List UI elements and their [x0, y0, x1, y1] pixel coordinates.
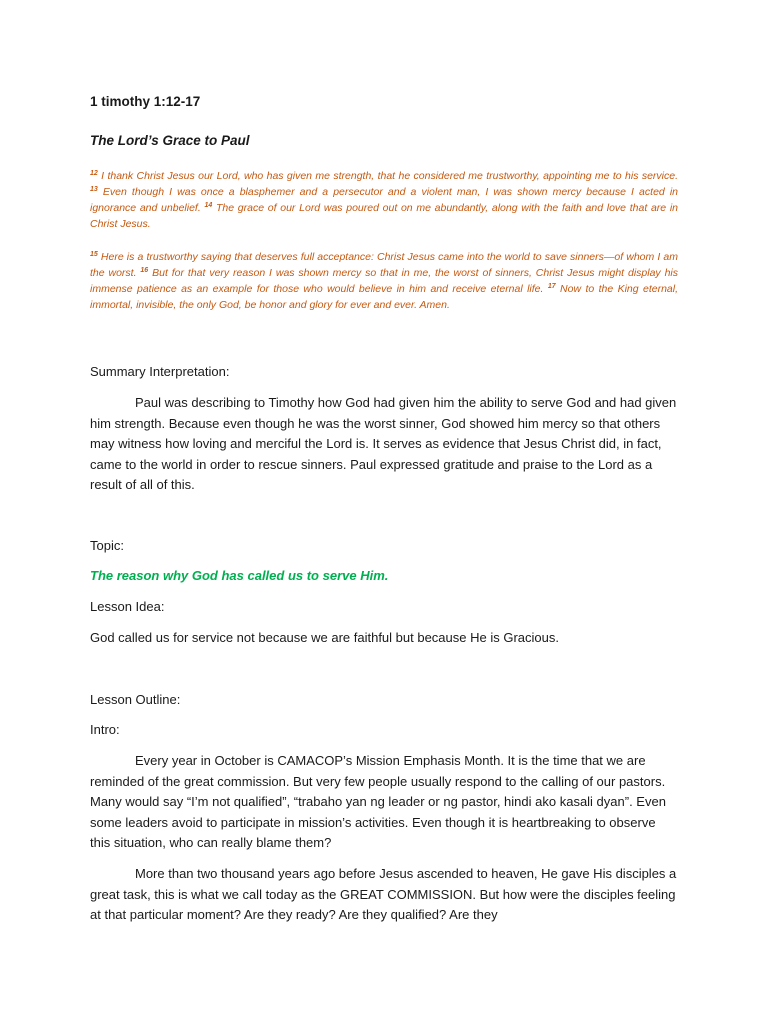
verse-number: 15 — [90, 251, 98, 258]
verse-paragraph-2 — [90, 249, 678, 313]
scripture-reference: 1 timothy 1:12-17 — [90, 94, 201, 109]
verse-number: 17 — [547, 283, 556, 290]
verse-number: 16 — [140, 267, 149, 274]
lesson-outline-label: Lesson Outline: — [90, 692, 181, 707]
verse-number: 12 — [90, 170, 98, 177]
verse-text: Here is a trustworthy saying that deserves full acceptance: Christ Jesus came into the world to save sinners—of whom I am the worst. — [90, 251, 678, 279]
verse-number: 14 — [204, 202, 213, 209]
lesson-idea-label: Lesson Idea: — [90, 599, 165, 614]
lesson-idea-text: God called us for service not because we are faithful but because He is Gracious. — [90, 630, 559, 645]
verse-text: I thank Christ Jesus our Lord, who has given me strength, that he considered me trustworthy, appointing me to his service. — [101, 170, 678, 182]
verse-text: The grace of our Lord was poured out on me abundantly, along with the faith and love that are in Christ Jesus. — [90, 202, 679, 230]
verse-text: Even though I was once a blasphemer and a persecutor and a violent man, I was shown mercy because I acted in ignorance and unbelief. — [90, 186, 679, 214]
summary-paragraph: Paul was describing to Timothy how God had given him the ability to serve God and had given him strength. Because even though he was the worst sinner, God showed him mercy so that others may witness how loving and merciful the Lord is. It serves as evidence that Jesus Christ did, in fact, came to the world in order to rescue sinners. Paul expressed gratitude and praise to the Lord as a result of all of this. — [90, 395, 677, 492]
topic-text: The reason why God has called us to serve Him. — [90, 568, 389, 583]
passage-heading: The Lord’s Grace to Paul — [90, 133, 250, 148]
intro-label: Intro: — [90, 722, 120, 737]
verse-text: But for that very reason I was shown mercy so that in me, the worst of sinners, Christ Jesus might display his immense patience as an example for those who would believe in him and receive eternal life. — [90, 267, 678, 295]
verse-number: 13 — [90, 186, 98, 193]
intro-paragraph-2: More than two thousand years ago before Jesus ascended to heaven, He gave His disciples a great task, this is what we call today as the GREAT COMMISSION. But how were the disciples feeling at that particular moment? Are they ready? Are they qualified? Are they — [90, 866, 677, 922]
intro-paragraph-1: Every year in October is CAMACOP’s Mission Emphasis Month. It is the time that we are reminded of the great commission. But very few people usually respond to the calling of our pastors. Many would say “I’m not qualified”, “trabaho yan ng leader or ng pastor, hindi ako kasali dyan”. Even some leaders avoid to participate in mission’s activities. Even though it is heartbreaking to observe this situation, who can really blame them? — [90, 753, 666, 850]
summary-label: Summary Interpretation: — [90, 364, 230, 379]
topic-label: Topic: — [90, 538, 124, 553]
verse-paragraph-1 — [90, 168, 678, 232]
verse-text: Now to the King eternal, immortal, invisible, the only God, be honor and glory for ever and ever. Amen. — [90, 283, 679, 311]
